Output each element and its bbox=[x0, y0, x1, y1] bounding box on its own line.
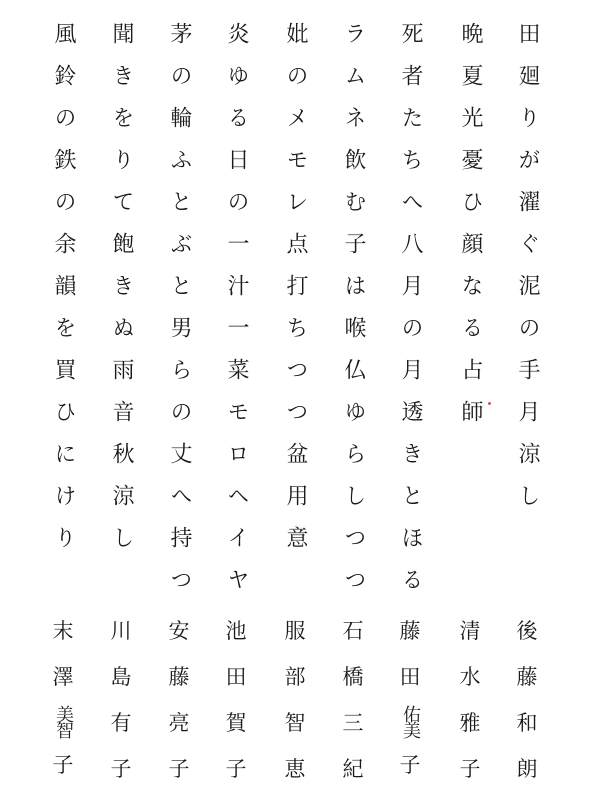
author-char: 賀 bbox=[225, 711, 247, 735]
author-name-2 bbox=[450, 608, 490, 788]
author-char: 三 bbox=[342, 711, 364, 735]
author-char: 島 bbox=[110, 665, 132, 689]
author-char: 澤 bbox=[52, 665, 74, 689]
author-char: 池 bbox=[225, 619, 247, 643]
author-char: 服 bbox=[284, 619, 306, 643]
author-char: 部 bbox=[284, 665, 306, 689]
author-char: 子 bbox=[110, 757, 132, 781]
author-char: 有 bbox=[110, 711, 132, 735]
author-char: 子 bbox=[52, 753, 74, 777]
author-char: 末 bbox=[52, 619, 74, 643]
author-char: 雅 bbox=[459, 711, 481, 735]
haiku-column-6: 炎ゆる日の一汁一菜モロヘイヤ bbox=[224, 22, 249, 610]
haiku-column-5: 妣のメモレ点打ちつつ盆用意 bbox=[283, 22, 308, 568]
author-char: 美智 bbox=[53, 705, 74, 737]
author-char: 子 bbox=[459, 757, 481, 781]
author-name-3 bbox=[390, 608, 430, 788]
haiku-column-7: 茅の輪ふとぶと男らの丈へ持つ bbox=[167, 22, 192, 610]
author-char: 川 bbox=[110, 619, 132, 643]
author-name-1 bbox=[507, 608, 547, 788]
author-char: 智 bbox=[284, 711, 306, 735]
author-name-4 bbox=[333, 608, 373, 788]
author-char: 清 bbox=[459, 619, 481, 643]
haiku-column-9: 風鈴の鉄の余韻を買ひにけり bbox=[51, 22, 76, 568]
haiku-column-1: 田廻りが濯ぐ泥の手月涼し bbox=[515, 22, 540, 526]
author-char: 朗 bbox=[516, 757, 538, 781]
ink-speck bbox=[488, 402, 491, 405]
author-char: 藤 bbox=[516, 665, 538, 689]
author-name-9 bbox=[43, 608, 83, 788]
author-name-7 bbox=[159, 608, 199, 788]
haiku-column-2: 晩夏光憂ひ顔なる占師 bbox=[458, 22, 483, 442]
haiku-column-4: ラムネ飲む子は喉仏ゆらしつつ bbox=[341, 22, 366, 610]
author-char: 橋 bbox=[342, 665, 364, 689]
author-char: 藤 bbox=[168, 665, 190, 689]
author-char: 田 bbox=[225, 665, 247, 689]
author-char: 石 bbox=[342, 619, 364, 643]
author-char: 佑美 bbox=[400, 705, 421, 737]
author-char: 和 bbox=[516, 711, 538, 735]
author-name-5 bbox=[275, 608, 315, 788]
author-char: 子 bbox=[399, 753, 421, 777]
author-char: 後 bbox=[516, 619, 538, 643]
author-char: 藤 bbox=[399, 619, 421, 643]
haiku-column-3: 死者たちへ八月の月透きとほる bbox=[398, 22, 423, 610]
author-char: 子 bbox=[225, 757, 247, 781]
author-char: 恵 bbox=[284, 757, 306, 781]
haiku-column-8: 聞きをりて飽きぬ雨音秋涼し bbox=[109, 22, 134, 568]
author-name-8 bbox=[101, 608, 141, 788]
author-char: 田 bbox=[399, 665, 421, 689]
author-name-6 bbox=[216, 608, 256, 788]
author-char: 安 bbox=[168, 619, 190, 643]
author-char: 紀 bbox=[342, 757, 364, 781]
author-char: 亮 bbox=[168, 711, 190, 735]
author-char: 水 bbox=[459, 665, 481, 689]
author-char: 子 bbox=[168, 757, 190, 781]
